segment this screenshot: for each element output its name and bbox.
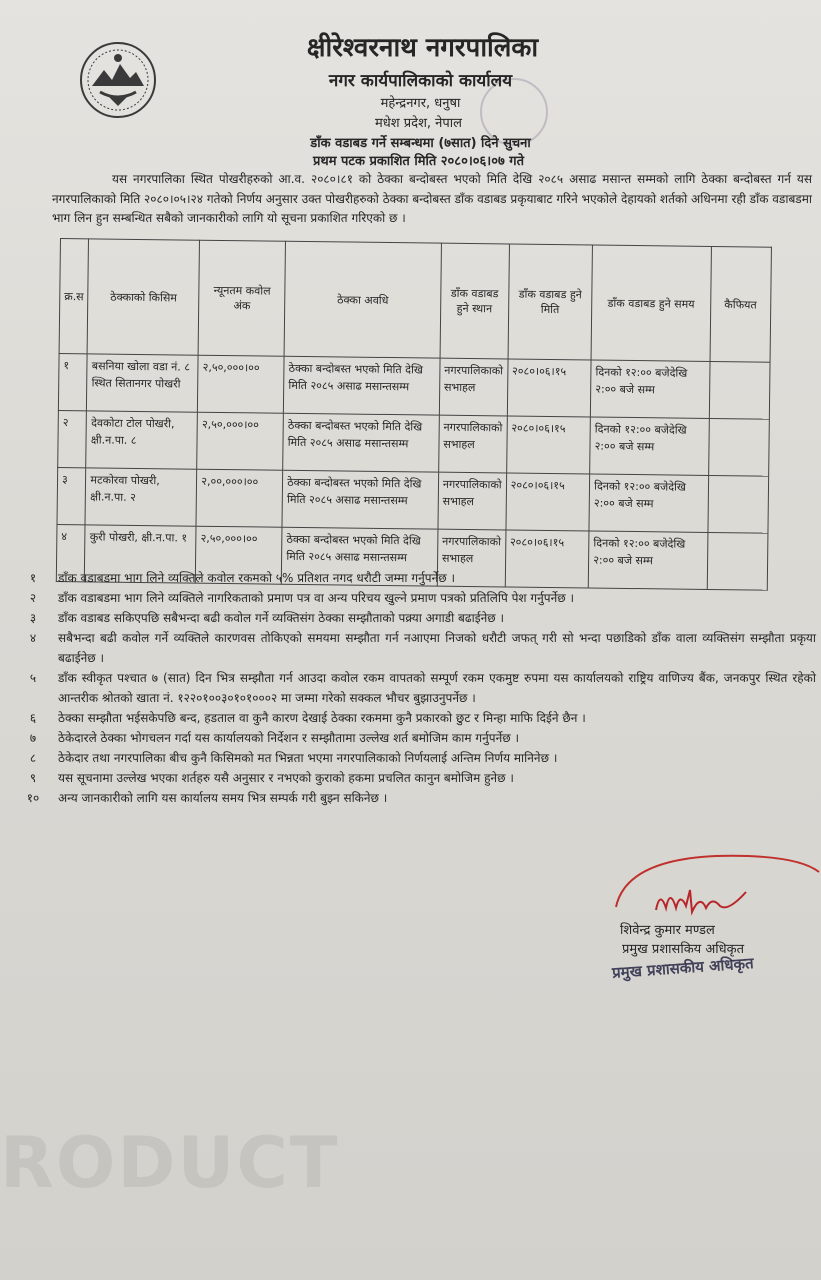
list-item-number: ४ [29, 631, 37, 645]
list-item-number: ७ [29, 731, 37, 745]
handwritten-signature-icon [650, 882, 760, 920]
list-item [8, 588, 816, 608]
list-item [8, 568, 816, 588]
designation-stamp: प्रमुख प्रशासकीय अधिकृत [611, 954, 755, 982]
cell-sn: ३ [57, 467, 86, 524]
table-row [58, 410, 770, 476]
conditions-list [8, 568, 816, 808]
cell-time: दिनको १२:०० बजेदेखि २:०० बजे सम्म [588, 531, 707, 589]
cell-remarks [709, 361, 770, 419]
list-item-text: यस सूचनामा उल्लेख भएका शर्तहरु यसै अनुसार र नभएको कुराको हकमा प्रचलित कानुन बमोजिम हुनेछ । [58, 771, 514, 785]
list-item-number: १० [26, 791, 40, 805]
list-item-number: ६ [29, 711, 37, 725]
cell-type: बसनिया खोला वडा नं. ८ स्थित सितानगर पोखरी [87, 354, 199, 412]
list-item [8, 608, 816, 628]
cell-min-bid: २,००,०००।०० [196, 469, 283, 527]
list-item-number: ९ [29, 771, 37, 785]
list-item-number: २ [29, 591, 37, 605]
col-place: डाँक वडाबड हुने स्थान [440, 243, 509, 359]
cell-place: नगरपालिकाको सभाहल [438, 472, 506, 530]
cell-min-bid: २,५०,०००।०० [198, 355, 285, 413]
list-item-number: ३ [29, 611, 37, 625]
col-time: डाँक वडाबड हुने समय [591, 245, 711, 361]
list-item [8, 628, 816, 668]
cell-type: देवकोटा टोल पोखरी, क्षी.न.पा. ८ [86, 411, 198, 469]
auction-table [56, 238, 772, 591]
cell-period: ठेक्का बन्दोबस्त भएको मिति देखि मिति २०८५ असाढ मसान्तसम्म [284, 356, 440, 415]
cell-date: २०८०।०६।१५ [506, 416, 590, 474]
publish-date: प्रथम पटक प्रकाशित मिति २०८०।०६।०७ गते [313, 154, 524, 169]
list-item-text: सबैभन्दा बढी कवोल गर्ने व्यक्तिले कारणवस तोकिएको समयमा सम्झौता गर्न नआएमा निजको धरौटी जफत् गरी सो भन्दा पछाडिको डाँक वाला व्यक्तिसंग सम्झौता प्रकृया बढाईनेछ । [58, 631, 816, 665]
col-sn: क्र.स [59, 239, 89, 354]
list-item [8, 668, 816, 708]
cell-period: ठेक्का बन्दोबस्त भएको मिति देखि मिति २०८५ असाढ मसान्तसम्म [282, 470, 438, 529]
cell-date: २०८०।०६।१५ [506, 473, 590, 531]
cell-sn: १ [58, 353, 87, 410]
cell-remarks [708, 475, 769, 533]
list-item-text: डाँक वडाबड सकिएपछि सबैभन्दा बढी कवोल गर्ने व्यक्तिसंग ठेक्का सम्झौताको पक्र्या अगाडी बढाईनेछ । [58, 611, 505, 625]
cell-period: ठेक्का बन्दोबस्त भएको मिति देखि मिति २०८५ असाढ मसान्तसम्म [282, 527, 438, 586]
list-item-text: अन्य जानकारीको लागि यस कार्यालय समय भित्र सम्पर्क गरी बुझ्न सकिनेछ । [58, 791, 388, 805]
cell-min-bid: २,५०,०००।०० [196, 526, 283, 584]
list-item [8, 708, 816, 728]
cell-date: २०८०।०६।१५ [505, 530, 589, 588]
org-title: क्षीरेश्वरनाथ नगरपालिका [306, 33, 539, 63]
notice-subject: डाँक वडाबड गर्ने सम्बन्धमा (७सात) दिने सुचना [310, 136, 531, 151]
cell-time: दिनको १२:०० बजेदेखि २:०० बजे सम्म [589, 474, 708, 532]
signatory-title: प्रमुख प्रशासकिय अधिकृत [622, 942, 745, 957]
office-province: मधेश प्रदेश, नेपाल [375, 116, 462, 131]
cell-min-bid: २,५०,०००।०० [197, 412, 284, 470]
cell-place: नगरपालिकाको सभाहल [439, 358, 507, 416]
cell-time: दिनको १२:०० बजेदेखि २:०० बजे सम्म [590, 360, 709, 418]
list-item-number: ८ [29, 751, 37, 765]
cell-sn: ४ [56, 524, 85, 581]
list-item [8, 728, 816, 748]
cell-date: २०८०।०६।१५ [507, 359, 591, 417]
list-item-number: १ [29, 571, 37, 585]
table-header-row [59, 239, 771, 363]
col-type: ठेक्काको किसिम [87, 239, 199, 355]
cell-time: दिनको १२:०० बजेदेखि २:०० बजे सम्म [590, 417, 709, 475]
list-item-text: डाँक वडाबडमा भाग लिने व्यक्तिले कवोल रकमको ५% प्रतिशत नगद धरौटी जम्मा गर्नुपर्नेछ । [58, 571, 456, 585]
office-place: महेन्द्रनगर, धनुषा [380, 96, 461, 111]
list-item-text: डाँक वडाबडमा भाग लिने व्यक्तिले नागरिकताको प्रमाण पत्र वा अन्य परिचय खुल्ने प्रमाण पत्रको प्रतिलिपि पेश गर्नुपर्नेछ । [58, 591, 575, 605]
col-date: डाँक वडाबड हुने मिति [508, 244, 593, 360]
col-remarks: कैफियत [710, 246, 772, 362]
office-title: नगर कार्यपालिकाको कार्यालय [328, 71, 513, 91]
list-item [8, 768, 816, 788]
table-row [58, 353, 770, 419]
list-item-text: ठेकेदारले ठेक्का भोगचलन गर्दा यस कार्यालयको निर्देशन र सम्झौतामा उल्लेख शर्त बमोजिम काम गर्नुपर्नेछ । [58, 731, 519, 745]
table-row [57, 467, 769, 533]
list-item [8, 788, 816, 808]
list-item-text: ठेकेदार तथा नगरपालिका बीच कुनै किसिमको मत भिन्नता भएमा नगरपालिकाको निर्णयलाई अन्तिम निर्णय मानिनेछ । [58, 751, 558, 765]
cell-remarks [708, 418, 769, 476]
cell-type: मटकोरवा पोखरी, क्षी.न.पा. २ [85, 468, 197, 526]
col-period: ठेक्का अवधि [284, 241, 441, 358]
cell-place: नगरपालिकाको सभाहल [439, 415, 507, 473]
list-item-number: ५ [29, 671, 37, 685]
cell-period: ठेक्का बन्दोबस्त भएको मिति देखि मिति २०८५ असाढ मसान्तसम्म [283, 413, 439, 472]
intro-paragraph: यस नगरपालिका स्थित पोखरीहरुको आ.व. २०८०।८१ को ठेक्का बन्दोबस्त भएको मिति देखि २०८५ असाढ मसान्त सम्मको लागि ठेक्का बन्दोबस्त गर्न यस नगरपालिकाको मिति २०८०।०५।२४ गतेको निर्णय अनुसार उक्त पोखरीहरुको ठेक्का बन्दोबस्त डाँक वडाबड प्रकृयाबाट गरिने भएकोले देहायको शर्तको अधिनमा रही डाँक वडाबडमा भाग लिन हुन सम्बन्धित सबैको जानकारीको लागि यो सूचना प्रकाशित गरिएको छ । [52, 172, 812, 225]
list-item-text: ठेक्का सम्झौता भईसकेपछि बन्द, हडताल वा कुनै कारण देखाई ठेक्का रकममा कुनै प्रकारको छुट र मिन्हा माफि दिईने छैन । [58, 711, 586, 725]
signatory-name: शिवेन्द्र कुमार मण्डल [620, 923, 715, 938]
col-min-bid: न्यूनतम कवोल अंक [198, 240, 285, 356]
cell-sn: २ [58, 410, 87, 467]
cell-place: नगरपालिकाको सभाहल [437, 529, 505, 587]
list-item-text: डाँक स्वीकृत पश्चात ७ (सात) दिन भित्र सम्झौता गर्न आउदा कवोल रकम वापतको सम्पूर्ण रकम एकमुष्ट रुपमा यस कार्यालयको राष्ट्रिय वाणिज्य बैंक, जनकपुर स्थित रहेको आन्तरीक श्रोतको खाता नं. १२२०१००३०१०१०००२ मा जम्मा गरेको सक्कल भौचर बुझाउनुपर्नेछ । [58, 671, 816, 705]
list-item [8, 748, 816, 768]
cell-type: कुरी पोखरी, क्षी.न.पा. १ [85, 525, 197, 583]
background-watermark: RODUCT [0, 1122, 340, 1204]
